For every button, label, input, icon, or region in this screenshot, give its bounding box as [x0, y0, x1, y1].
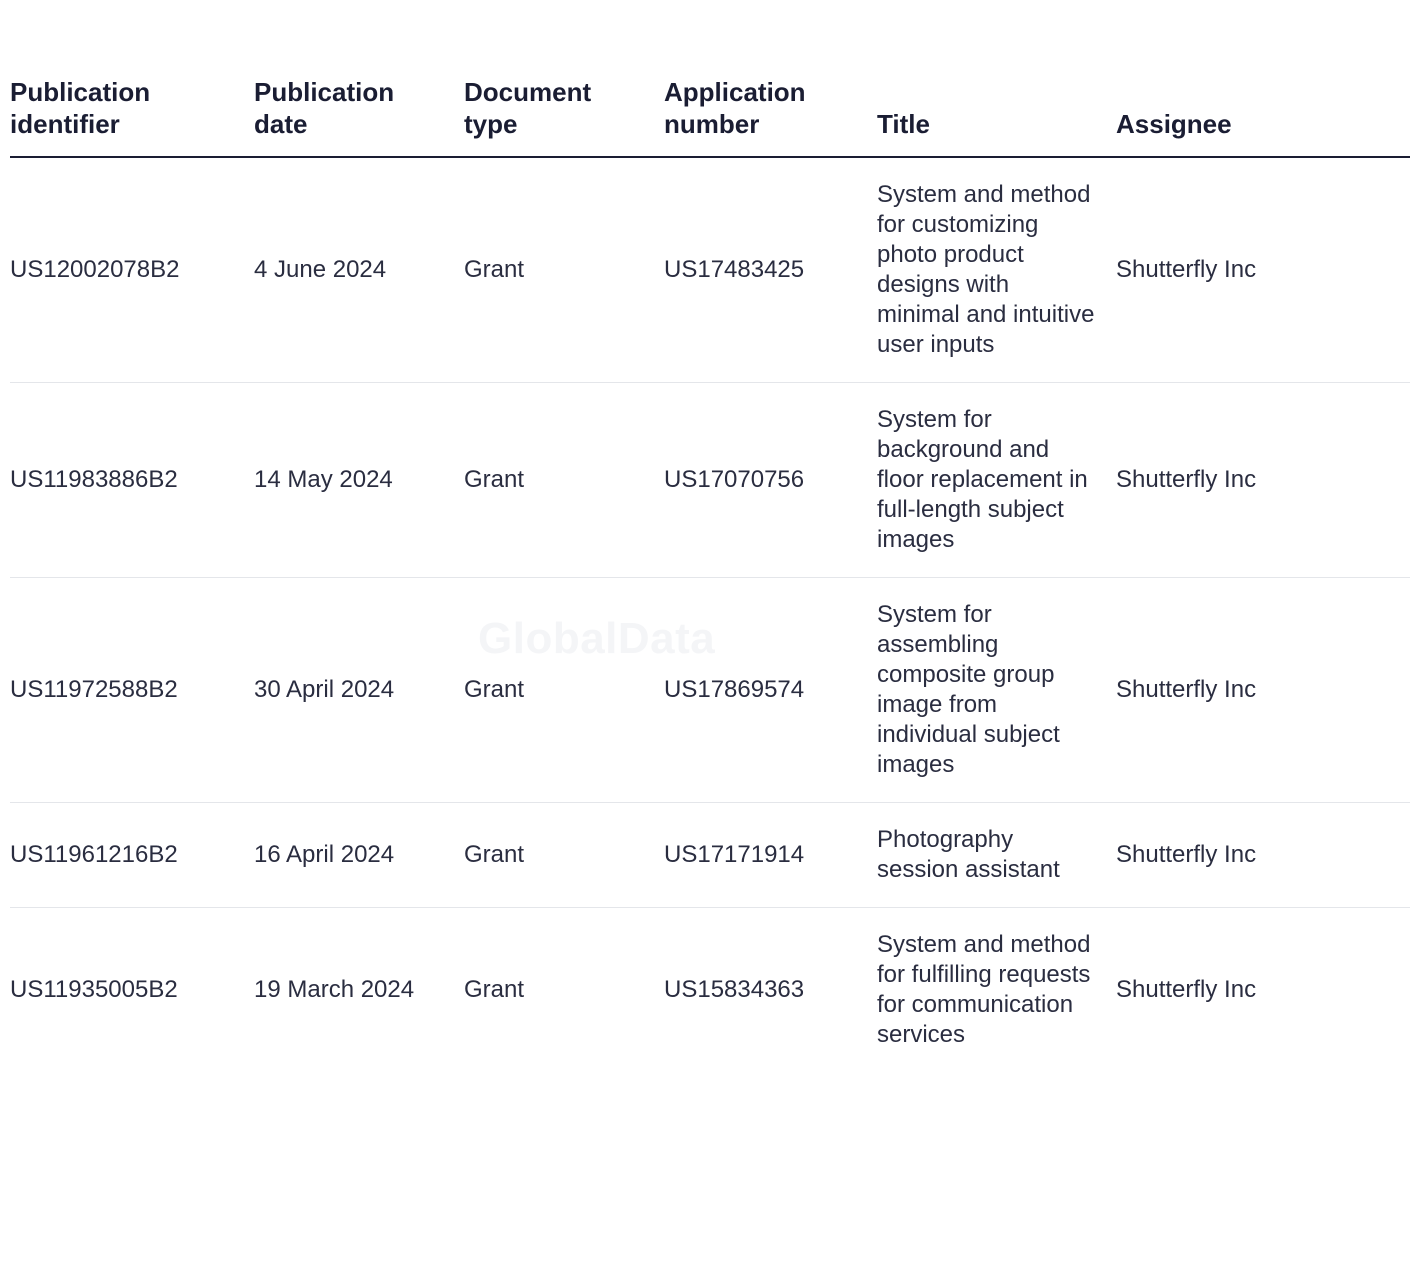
cell-document-type: Grant — [464, 976, 525, 1003]
cell-title: System and method for customizing photo product designs with minimal and intuitive user inputs — [877, 157, 1116, 383]
cell-assignee: Shutterfly Inc — [1116, 803, 1410, 908]
watermark-logo: GlobalData — [478, 614, 716, 663]
cell-document-type: Grant — [464, 578, 664, 803]
header-application-number: Application number — [664, 60, 877, 157]
table-row — [10, 383, 1410, 578]
table-row — [10, 157, 1410, 383]
cell-assignee: Shutterfly Inc — [1116, 157, 1410, 383]
cell-publication-identifier: US11935005B2 — [10, 976, 178, 1003]
cell-publication-date: 19 March 2024 — [254, 976, 415, 1003]
cell-title: System and method for fulfilling requests for communication services — [877, 931, 1091, 1048]
cell-assignee: Shutterfly Inc — [1116, 976, 1257, 1003]
cell-application-number: US15834363 — [664, 976, 805, 1003]
cell-application-number: US17070756 — [664, 383, 877, 578]
cell-application-number: US17171914 — [664, 803, 877, 908]
cell-application-number: US17483425 — [664, 157, 877, 383]
cell-publication-date: 4 June 2024 — [254, 157, 464, 383]
header-publication-identifier: Publication identifier — [10, 60, 254, 157]
table-row — [10, 578, 1410, 803]
table-row — [10, 908, 1410, 1073]
cell-document-type: Grant — [464, 803, 664, 908]
cell-publication-date: 30 April 2024 — [254, 578, 464, 803]
header-assignee: Assignee — [1116, 60, 1410, 157]
cell-publication-identifier: US11972588B2 — [10, 578, 254, 803]
patents-table-container[interactable] — [10, 60, 1257, 1270]
cell-application-number: US17869574 — [664, 578, 877, 803]
header-document-type: Document type — [464, 60, 664, 157]
cell-publication-identifier: US11983886B2 — [10, 383, 254, 578]
table-header-row — [10, 60, 1410, 157]
patents-table — [10, 60, 1410, 1072]
cell-publication-identifier: US11961216B2 — [10, 803, 254, 908]
header-publication-date: Publication date — [254, 60, 464, 157]
cell-assignee: Shutterfly Inc — [1116, 383, 1410, 578]
cell-publication-date: 16 April 2024 — [254, 803, 464, 908]
table-row — [10, 803, 1410, 908]
cell-assignee: Shutterfly Inc — [1116, 578, 1410, 803]
header-title: Title — [877, 60, 1116, 157]
cell-title: System for background and floor replacement in full-length subject images — [877, 383, 1116, 578]
cell-publication-identifier: US12002078B2 — [10, 157, 254, 383]
cell-document-type: Grant — [464, 383, 664, 578]
cell-document-type: Grant — [464, 157, 664, 383]
cell-title: Photography session assistant — [877, 803, 1116, 908]
cell-publication-date: 14 May 2024 — [254, 383, 464, 578]
cell-title: System for assembling composite group image from individual subject images — [877, 578, 1116, 803]
